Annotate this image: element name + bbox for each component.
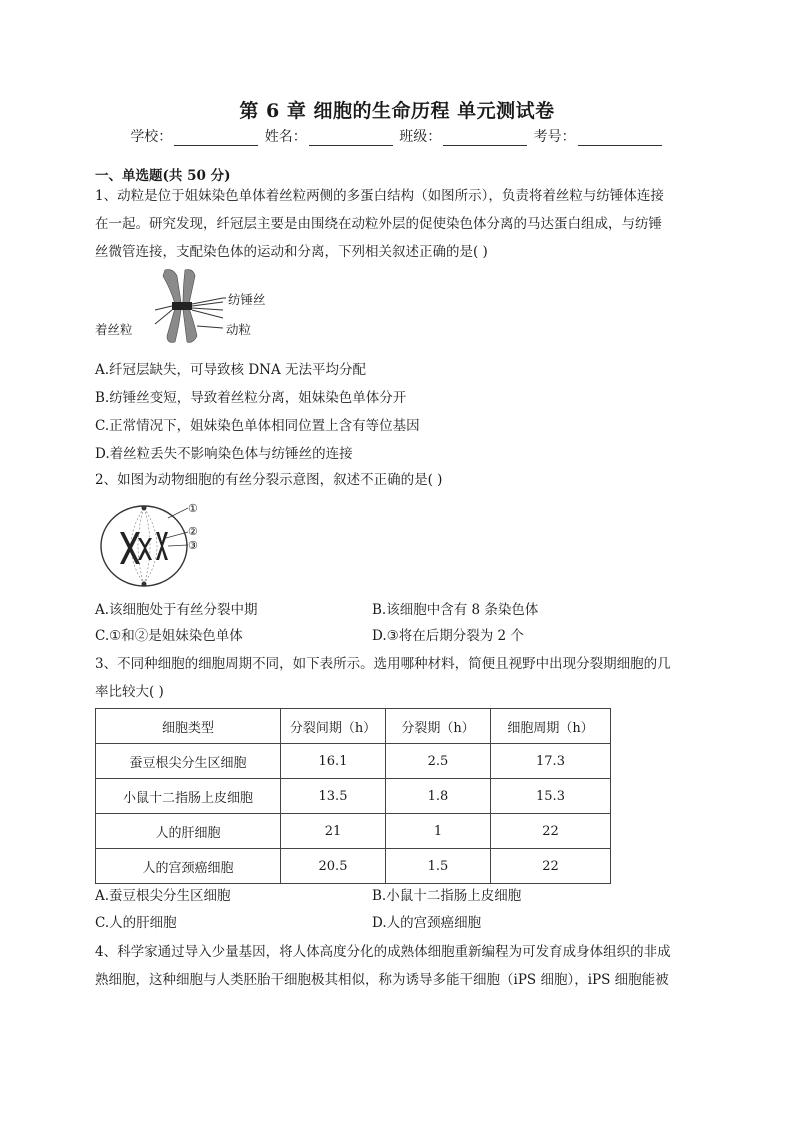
- table-cell: 蚕豆根尖分生区细胞: [96, 744, 281, 779]
- q2-c-prefix: C.: [95, 628, 110, 644]
- q4-line-2: 熟细胞，这种细胞与人类胚胎干细胞极其相似，称为诱导多能干细胞（iPS 细胞），iPS 细胞能被: [95, 972, 669, 988]
- label-centromere: 着丝粒: [95, 322, 133, 337]
- table-row: [96, 779, 611, 814]
- q1-line-2: 在一起。研究发现，纤冠层主要是由围绕在动粒外层的促使染色体分离的马达蛋白组成，与纺锤: [95, 216, 662, 232]
- question-2-stem: 2、如图为动物细胞的有丝分裂示意图，叙述不正确的是( ): [95, 472, 443, 488]
- table-row: [96, 744, 611, 779]
- table-cell: 16.1: [281, 744, 386, 779]
- table-cell: 17.3: [491, 744, 611, 779]
- q3-line-2: 率比较大( ): [95, 684, 164, 700]
- label-spindle: 纺锤丝: [228, 292, 266, 307]
- student-info-line: [0, 126, 794, 146]
- kinetochore-mark: [172, 302, 192, 310]
- q3-option-a[interactable]: A.蚕豆根尖分生区细胞: [95, 888, 231, 904]
- q2-d-prefix: D.: [372, 628, 387, 644]
- school-blank[interactable]: [174, 131, 258, 146]
- table-cell: 22: [491, 849, 611, 884]
- q2-option-b[interactable]: B.该细胞中含有 8 条染色体: [372, 602, 539, 618]
- table-row: [96, 814, 611, 849]
- table-cell: 1.8: [386, 779, 491, 814]
- class-label: 班级：: [399, 129, 442, 145]
- q2-option-d[interactable]: [372, 626, 524, 646]
- section-heading: 一、单选题(共 50 分): [95, 168, 231, 184]
- q3-option-b[interactable]: B.小鼠十二指肠上皮细胞: [372, 888, 522, 904]
- table-cell: 15.3: [491, 779, 611, 814]
- chromosomes: [120, 532, 168, 564]
- table-cell: 21: [281, 814, 386, 849]
- table-header: 细胞周期（h）: [491, 709, 611, 744]
- circled-3: ③: [386, 628, 399, 644]
- q3-option-d[interactable]: D.人的宫颈癌细胞: [372, 915, 482, 931]
- question-3-stem: [95, 650, 705, 706]
- centriole-bottom: [142, 582, 147, 587]
- q3-line-1: 3、不同种细胞的细胞周期不同，如下表所示。选用哪种材料，简便且视野中出现分裂期细胞的几: [95, 656, 671, 672]
- label-kinetochore: 动粒: [226, 322, 252, 337]
- cell-cycle-table: [95, 708, 611, 884]
- q2-c-and: 和: [121, 628, 135, 644]
- q2-c-suffix: 是姐妹染色单体: [148, 628, 243, 644]
- q1-line-3: 丝微管连接，支配染色体的运动和分离，下列相关叙述正确的是( ): [95, 244, 488, 260]
- table-header: 分裂间期（h）: [281, 709, 386, 744]
- question-4-stem: [95, 938, 705, 994]
- q1-option-b[interactable]: B.纺锤丝变短，导致着丝粒分离，姐妹染色单体分开: [95, 390, 407, 406]
- fig-mark-2: ②: [188, 525, 198, 538]
- q2-option-c[interactable]: [95, 626, 243, 646]
- number-blank[interactable]: [578, 131, 662, 146]
- table-cell: 小鼠十二指肠上皮细胞: [96, 779, 281, 814]
- table-header: 分裂期（h）: [386, 709, 491, 744]
- q2-d-suffix: 将在后期分裂为 2 个: [398, 628, 524, 644]
- q3-option-c[interactable]: C.人的肝细胞: [95, 915, 177, 931]
- circled-1: ①: [109, 628, 122, 644]
- q4-line-1: 4、科学家通过导入少量基因，将人体高度分化的成熟体细胞重新编程为可发育成身体组织的非成: [95, 944, 671, 960]
- table-header-row: [96, 709, 611, 744]
- table-cell: 22: [491, 814, 611, 849]
- q1-option-c[interactable]: C.正常情况下，姐妹染色单体相同位置上含有等位基因: [95, 418, 420, 434]
- centriole-top: [142, 506, 147, 511]
- table-header: 细胞类型: [96, 709, 281, 744]
- q1-option-a[interactable]: A.纤冠层缺失，可导致核 DNA 无法平均分配: [95, 362, 367, 378]
- table-cell: 1: [386, 814, 491, 849]
- fig-mark-3: ③: [188, 539, 198, 552]
- number-label: 考号：: [533, 129, 576, 145]
- table-cell: 1.5: [386, 849, 491, 884]
- name-label: 姓名：: [264, 129, 307, 145]
- mitosis-cell-figure: [98, 498, 210, 590]
- question-1-stem: [95, 182, 705, 266]
- table-cell: 2.5: [386, 744, 491, 779]
- name-blank[interactable]: [309, 131, 393, 146]
- table-cell: 20.5: [281, 849, 386, 884]
- q1-line-1: 1、动粒是位于姐妹染色单体着丝粒两侧的多蛋白结构（如图所示），负责将着丝粒与纺锤体连接: [95, 188, 664, 204]
- table-cell: 人的宫颈癌细胞: [96, 849, 281, 884]
- q2-option-a[interactable]: A.该细胞处于有丝分裂中期: [95, 602, 258, 618]
- class-blank[interactable]: [443, 131, 527, 146]
- school-label: 学校：: [130, 129, 173, 145]
- exam-title: 第 6 章 细胞的生命历程 单元测试卷: [239, 100, 555, 122]
- q1-option-d[interactable]: D.着丝粒丢失不影响染色体与纺锤丝的连接: [95, 446, 353, 462]
- circled-2: ②: [134, 628, 149, 644]
- table-cell: 13.5: [281, 779, 386, 814]
- table-row: [96, 849, 611, 884]
- table-cell: 人的肝细胞: [96, 814, 281, 849]
- fig-mark-1: ①: [188, 502, 198, 515]
- q1-options: [95, 356, 705, 468]
